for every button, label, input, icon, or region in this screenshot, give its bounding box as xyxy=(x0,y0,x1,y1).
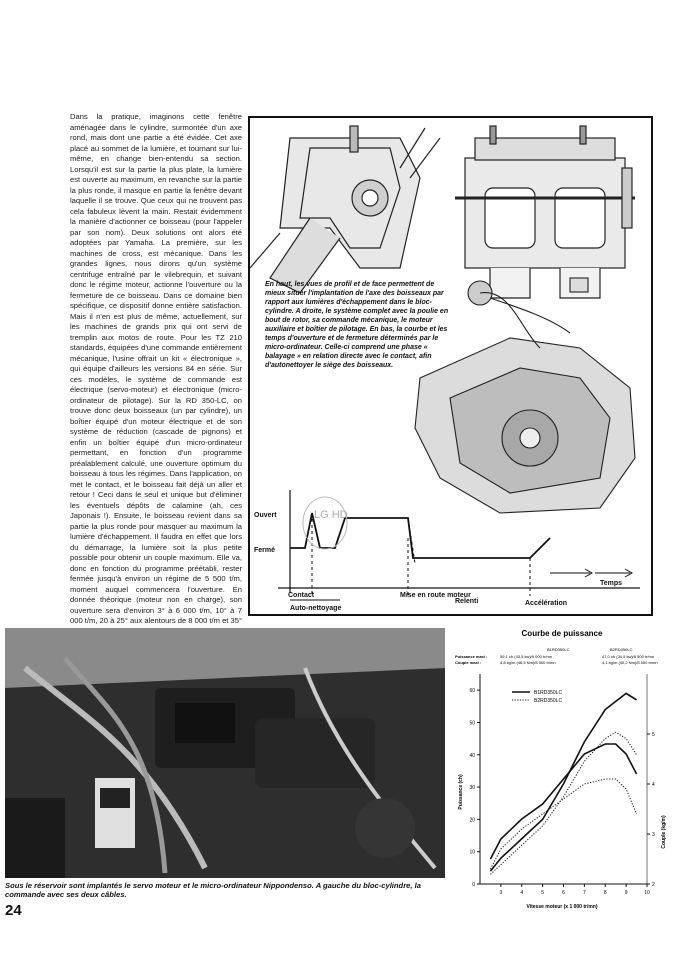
x-tick-label: 9 xyxy=(624,890,628,896)
spec-header-b1: B1RD350LC xyxy=(547,647,570,652)
label-acceleration: Accélération xyxy=(525,600,568,607)
power-chart-svg xyxy=(452,622,672,912)
chart-xlabel: Vitesse moteur (x 1 000 tr/mn) xyxy=(526,904,598,910)
spec-torque-b2: 4,1 kg/m (40,2 Nm)/8 500 tr/mn xyxy=(602,660,658,665)
label-contact: Contact xyxy=(288,592,315,599)
figure-caption: En haut, les vues de profil et de face permettent de mieux situer l'implantation de l'axe des boisseaux par rapport aux lumières d'échappement dans le bloc-cylindre. A droite, le système complet avec la poulie en bout de rotor, sa commande mécanique, le moteur auxiliaire et boîtier de pilotage. En bas, la courbe et les temps d'ouverture et de fermeture déterminés par le micro-ordinateur. Celle-ci comprend une phase « balayage » en relation directe avec le contact, afin d'autonettoyer le siège des boisseaux. xyxy=(265,281,449,369)
y-tick-label: 20 xyxy=(469,817,475,824)
chart-legend xyxy=(512,690,562,704)
spec-header-b2: B2RD350LC xyxy=(610,647,633,652)
y-tick-label: 40 xyxy=(469,752,475,759)
plot-area xyxy=(469,674,655,896)
y-tick-label: 0 xyxy=(472,882,475,888)
x-tick-label: 7 xyxy=(582,890,586,896)
x-tick-label: 4 xyxy=(520,890,524,896)
spec-label-power: Puissance maxi : xyxy=(455,654,488,659)
y2-tick-label: 4 xyxy=(652,782,655,788)
x-tick-label: 10 xyxy=(644,890,650,896)
x-tick-label: 8 xyxy=(603,890,607,896)
label-time: Temps xyxy=(600,580,623,587)
cylinder-front-drawing xyxy=(455,126,635,298)
legend-label-b1: B1RD350LC xyxy=(534,690,563,696)
y2-tick-label: 3 xyxy=(652,832,655,838)
y2-tick-label: 2 xyxy=(652,882,655,888)
series-line-power-b1 xyxy=(490,693,636,871)
label-open: Ouvert xyxy=(254,512,277,519)
cylinder-profile-drawing xyxy=(250,126,440,293)
series-line-torque-b2 xyxy=(490,779,636,869)
article-body xyxy=(70,112,242,690)
power-chart xyxy=(452,622,672,912)
chart-title: Courbe de puissance xyxy=(521,629,603,638)
photo-illustration xyxy=(5,628,445,878)
x-tick-label: 3 xyxy=(499,890,503,896)
spec-torque-b1: 4,8 kg/m (46,5 Nm)/8 500 tr/mn xyxy=(500,660,556,665)
x-tick-label: 5 xyxy=(541,890,545,896)
label-engine-start: Mise en route moteur xyxy=(400,592,471,599)
spec-power-b1: 59,1 ch (43,5 kw)/9 000 tr/mn xyxy=(500,654,553,659)
label-idle: Relenti xyxy=(455,598,479,605)
engine-photo xyxy=(5,628,445,878)
series-line-power-b2 xyxy=(490,732,636,874)
photo-caption: Sous le réservoir sont implantés le servo moteur et le micro-ordinateur Nippondenso. A gauche du bloc-cylindre, la commande avec ses deux câbles. xyxy=(5,881,421,899)
y-tick-label: 50 xyxy=(469,720,475,727)
series-line-torque-b1 xyxy=(490,744,636,859)
y2-tick-label: 5 xyxy=(652,732,655,738)
chart-y2label: Couple (kg/m) xyxy=(661,815,667,849)
spec-power-b2: 47,0 ch (34,5 kw)/8 500 tr/mn xyxy=(602,654,655,659)
article-paragraph: Dans la pratique, imaginons cette fenêtre aménagée dans le cylindre, surmontée d'un axe rond, mais dont une partie a été évidée. Cet axe placé au sommet de la lumière, et tournant sur lui-même, en change bien-entendu sa section. Lorsqu'il est sur la partie la plus plate, la lumière est ouverte au maximum, en revanche sur la partie la plus ronde, il masque en partie la fenêtre devant laquelle il se trouve. Que ceux qui ne trouvent pas cela fabuleux lèvent la main. Restait évidemment la manière d'actionner ce boisseau (pour l'appeler par son nom). Deux solutions ont alors été adoptées par Yamaha. La première, sur les machines de cross, est mécanique. Dans les grandes lignes, nous dirons qu'un système centrifuge entraîné par le vilebrequin, et suivant donc le régime moteur, actionne l'ouverture ou la fermeture de ce boisseau. Dans ce domaine bien spécifique, ce dispositif donne entière satisfaction. Mais il n'en est plus de même, actuellement, sur les machines de grands prix qui ont servi de tremplin aux motos de route. Pour les TZ 210 standards, équipées d'une commande entièrement mécanique, l'usine offrait un kit « électronique », qui équipe d'ailleurs les versions 84 en série. Sur ces modèles, le système de commande est électrique (servo-moteur) et électronique (micro-ordinateur de pilotage). Sur la RD 350-LC, on trouve donc deux boisseaux (un par cylindre), un boîtier équipé d'un moteur électrique et de son système de réduction (cascade de pignons) et enfin un boîtier équipé d'un micro-ordinateur permettant, en fonction d'un programme préalablement calculé, une ouverture optimum du boisseau à tous les régimes. Dans l'application, on met le contact, et le boisseau fait déjà un aller et retour ! Ceci dans le seul et unique but d'éliminer les éventuels dépôts de calamine (ah, ces Japonais !). Ensuite, le boisseau revient dans sa partie la plus ronde pour masquer au maximum la lumière d'échappement. Il faudra en effet que lors du démarrage, la lumière soit la plus petite possible pour obtenir un couple maximum. Elle va, donc en fonction du programme préétabli, rester fermée jusqu'à environ un régime de 5 500 t/m, moment auquel commencera l'ouverture. En donnée théorique (moteur non en charge), son ouverture sera d'environ 3° à 6 000 t/m, 10° à 7 000 t/m, 20 à 25° aux alentours de 8 000 t/m et 35° xyxy=(70,112,242,625)
legend-label-b2: B2RD350LC xyxy=(534,698,563,704)
watermark-text: LG HD xyxy=(314,509,348,521)
y-tick-label: 60 xyxy=(469,688,475,695)
y-tick-label: 10 xyxy=(469,849,475,856)
x-tick-label: 6 xyxy=(562,890,565,896)
label-closed: Fermé xyxy=(254,547,276,554)
spec-label-torque: Couple maxi : xyxy=(455,660,482,665)
label-autoclean: Auto-nettoyage xyxy=(290,605,342,612)
y-tick-label: 30 xyxy=(469,785,475,792)
page-number: 24 xyxy=(5,902,22,919)
chart-ylabel: Puissance (ch) xyxy=(458,774,464,810)
